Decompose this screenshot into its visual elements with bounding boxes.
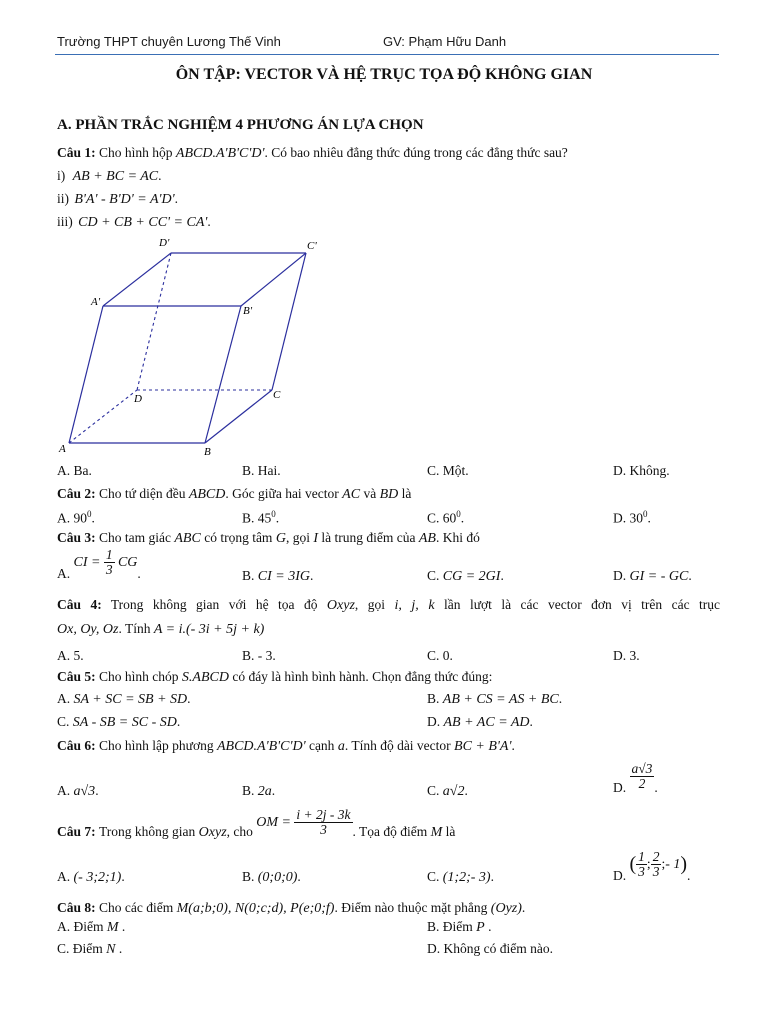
header-school: Trường THPT chuyên Lương Thế Vinh [57,34,281,49]
q8-option-a[interactable]: A. Điểm M . [57,919,126,935]
q3-b-expr: CI = 3IG [257,569,310,584]
section-a-heading: A. PHẦN TRẮC NGHIỆM 4 PHƯƠNG ÁN LỰA CHỌN [57,117,424,133]
q3-d-expr: GI = - GC [629,569,689,584]
q7-d-open-paren: ( [629,853,637,876]
q3-a-rhs: CG [117,554,138,570]
q4-option-a[interactable]: A. 5. [57,648,84,663]
q3-a-fraction [104,548,115,577]
q2-option-d[interactable]: D. $30^0$. [613,509,651,526]
q8-c-text: C. Điểm [57,941,103,956]
q1-iii-expr: CD + CB + CC' = CA' [78,215,208,230]
q7-a-letter: A. [57,869,71,884]
q5-c-expr: SA - SB = SC - SD [72,715,177,730]
q1-option-a[interactable]: A. Ba. [57,463,92,478]
q6-text-3: . Tính độ dài vector [344,738,451,753]
q2-c-letter: C. [427,510,440,526]
q1-option-c[interactable]: C. Một. [427,463,469,478]
label-a: A [59,443,66,455]
q3-option-a[interactable]: A. CI = $\frac{1}{3}$ CG. [57,547,141,581]
q2-text-3: và [363,486,377,501]
q6-option-c[interactable]: C. a√2. [427,783,468,799]
label-d: D [134,393,142,405]
q6-text-1: Cho hình lập phương [99,738,214,753]
q3-stem [57,530,480,547]
q3-option-c[interactable]: C. CG = 2GI. [427,568,504,584]
q1-statement-ii: ii) B'A' - B'D' = A'D'. [57,191,178,207]
q3-text-4: là trung điểm của [321,530,416,545]
q7-fraction [294,808,352,837]
q3-b-letter: B. [242,568,255,583]
q4-text-1: Trong không gian với hệ tọa độ [110,597,318,612]
q7-d-n1: 1 [638,849,645,864]
q7-stem [57,808,455,841]
q6-a-expr: a√3 [73,784,96,799]
q2-a-degree: 0 [87,509,92,519]
q2-option-c[interactable]: C. $60^0$. [427,509,465,526]
q7-d-last: - 1 [665,856,681,872]
q8-option-b[interactable]: B. Điểm P . [427,919,492,935]
q5-c-letter: C. [57,714,70,729]
q8-label: Câu 8: [57,900,96,915]
label-b-prime: B' [243,305,253,317]
edge-c1c [272,253,306,390]
q6-math-2: a [337,739,345,754]
q4-b-letter: B. [242,648,255,663]
q8-text-2: . Điểm nào thuộc mặt phẳng [334,900,488,915]
q2-d-value: 30 [629,510,643,526]
q6-option-d[interactable]: D. $\frac{a√3}{2}$ . [613,761,658,795]
q7-label: Câu 7: [57,823,96,839]
q2-text-4: là [401,486,412,501]
q7-text-4: là [445,823,456,839]
q2-b-letter: B. [242,510,255,526]
q8-math-2: (Oyz) [490,901,522,916]
q6-math-3: BC + B'A' [454,739,512,754]
q2-a-value: 90 [73,510,87,526]
q8-text-1: Cho các điểm [99,900,174,915]
q7-b-letter: B. [242,869,255,884]
q3-a-num: 1 [105,547,113,562]
q3-math-2: G [275,531,286,546]
q3-option-b[interactable]: B. CI = 3IG. [242,568,314,584]
q5-option-a[interactable]: A. SA + SC = SB + SD. [57,691,191,707]
q1-ii-label: ii) [57,191,69,206]
q5-stem [57,669,492,686]
q7-frac-den: 3 [320,822,327,838]
edge-a1a [69,306,103,443]
q7-d-letter: D. [613,867,627,883]
q2-text-2: . Góc giữa hai vector [225,486,339,501]
q3-math-1: ABC [174,531,201,546]
q2-a-letter: A. [57,510,71,526]
q5-b-letter: B. [427,691,440,706]
q2-math-3: BD [379,487,399,502]
q6-a-letter: A. [57,783,71,798]
q2-text-1: Cho tứ diện đều [99,486,186,501]
q7-option-d[interactable]: D. ( $\frac{1}{3}$ ; $\frac{2}{3}$ ;- 1). [613,849,691,883]
q8-c-math: N [106,942,116,957]
q5-option-c[interactable]: C. SA - SB = SC - SD. [57,714,181,730]
q3-math-4: AB [418,531,436,546]
q6-math-1: ABCD.A'B'C'D' [216,739,306,754]
parallelepiped-figure [55,232,335,464]
q6-b-expr: 2a [257,784,272,799]
q4-option-b[interactable]: B. - 3. [242,648,276,663]
q2-d-degree: 0 [643,509,648,519]
q6-d-letter: D. [613,779,627,795]
edge-c1b1 [241,253,306,306]
q1-iii-label: iii) [57,214,73,229]
header-divider [55,54,719,55]
q7-option-b[interactable]: B. (0;0;0). [242,869,301,885]
q5-a-letter: A. [57,691,71,706]
q3-c-letter: C. [427,568,440,583]
q7-d-d2: 3 [652,864,660,880]
q6-c-expr: a√2 [442,784,465,799]
edge-a1d1 [103,253,171,306]
q3-a-lhs: CI = [73,554,101,570]
q2-c-degree: 0 [456,509,461,519]
q5-a-expr: SA + SC = SB + SD [73,692,188,707]
q1-i-expr: AB + BC = AC [72,169,159,184]
q2-b-value: 45 [257,510,272,526]
q5-math-1: S.ABCD [181,670,229,685]
q2-d-letter: D. [613,510,627,526]
label-a-prime: A' [91,296,101,308]
q8-math-1: M(a;b;0), N(0;c;d), P(e;0;f) [176,901,335,916]
q5-d-letter: D. [427,714,441,729]
q5-option-b[interactable]: B. AB + CS = AS + BC. [427,691,563,707]
q3-label: Câu 3: [57,530,96,545]
q7-option-a[interactable]: A. (- 3;2;1). [57,869,125,885]
q7-text-3: . Tọa độ điểm [352,823,428,839]
q6-d-den: 2 [638,776,646,792]
q3-option-d[interactable]: D. GI = - GC. [613,568,692,584]
q3-text-3: , gọi [285,530,310,545]
edge-d1d-hidden [137,253,171,390]
q1-statement-i: i) AB + BC = AC. [57,168,162,184]
page-title: ÔN TẬP: VECTOR VÀ HỆ TRỤC TỌA ĐỘ KHÔNG GIAN [175,66,593,83]
edge-ad-hidden [69,390,137,443]
q4-b-value: - 3 [257,648,273,663]
q3-d-letter: D. [613,568,627,583]
q5-label: Câu 5: [57,669,96,684]
q7-math-3: M [430,824,443,840]
q7-math-1: Oxyz [198,824,227,840]
edge-bc [205,390,272,443]
q4-label: Câu 4: [57,597,102,612]
q8-b-text: B. Điểm [427,919,473,934]
q6-d-fraction [630,762,655,791]
label-c: C [273,389,281,401]
q2-b-degree: 0 [271,509,276,519]
q1-text-2: . Có bao nhiêu đẳng thức đúng trong các đẳng thức sau? [264,145,568,160]
q8-option-d[interactable]: D. Không có điểm nào. [427,941,553,956]
q4-math-2: i, j, k [394,598,435,613]
q7-text-1: Trong không gian [99,823,196,839]
q1-math-1: ABCD.A'B'C'D' [175,146,265,161]
q4-stem-line-1 [57,597,720,614]
q5-option-d[interactable]: D. AB + AC = AD. [427,714,533,730]
q2-math-2: AC [342,487,361,502]
q3-math-3: I [313,531,318,546]
q7-c-expr: (1;2;- 3) [442,870,491,885]
q7-d-frac-2 [651,850,662,879]
q3-text-5: . Khi đó [435,530,480,545]
q4-stem-line-2 [57,621,264,638]
q8-option-c[interactable]: C. Điểm N . [57,941,123,957]
q8-b-math: P [476,920,485,935]
q2-stem [57,486,411,503]
edge-b1b [205,306,241,443]
q7-c-letter: C. [427,869,440,884]
q1-option-d[interactable]: D. Không. [613,463,670,478]
q1-text-1: Cho hình hộp [99,145,173,160]
q3-text-2: có trọng tâm [204,530,273,545]
q4-text-4: . Tính [118,621,151,636]
label-d-prime: D' [159,237,170,249]
q6-option-b[interactable]: B. 2a. [242,783,276,799]
q7-option-c[interactable]: C. (1;2;- 3). [427,869,494,885]
q6-d-num: a√3 [631,761,653,776]
q7-text-2: , cho [226,823,253,839]
q5-b-expr: AB + CS = AS + BC [442,692,559,707]
header-teacher: GV: Phạm Hữu Danh [383,34,507,49]
q4-text-2: , gọi [354,597,385,612]
q7-d-n2: 2 [652,849,660,864]
q4-option-d[interactable]: D. 3. [613,648,640,663]
q7-frac-num: i + 2j - 3k [296,807,351,822]
q8-a-math: M [106,920,119,935]
q1-statement-iii: iii) CD + CB + CC' = CA'. [57,214,211,230]
q6-stem: Câu 6: Cho hình lập phương ABCD.A'B'C'D' cạnh a. Tính độ dài vector BC + B'A'. [57,738,515,754]
q3-a-letter: A. [57,565,71,581]
q6-option-a[interactable]: A. a√3. [57,783,99,799]
q4-math-4: A = i.(- 3i + 5j + k) [153,622,265,637]
q1-i-label: i) [57,168,66,183]
q3-a-den: 3 [105,562,113,578]
q7-d-frac-1 [636,850,647,879]
q7-d-d1: 3 [638,864,645,880]
q6-text-2: cạnh [308,738,335,753]
label-c-prime: C' [307,240,317,252]
label-b: B [204,446,211,458]
q1-option-b[interactable]: B. Hai. [242,463,281,478]
q2-option-a[interactable]: A. $90^0$. [57,509,95,526]
q7-math-2: OM = [256,814,292,830]
q7-b-expr: (0;0;0) [257,870,298,885]
q4-text-3: lần lượt là các vector đơn vị trên các trục [444,597,721,612]
q5-text-1: Cho hình chóp [99,669,179,684]
q4-option-c[interactable]: C. 0. [427,648,453,663]
q6-b-letter: B. [242,783,255,798]
q3-text-1: Cho tam giác [99,530,171,545]
q1-label: Câu 1: [57,145,96,160]
q1-ii-expr: B'A' - B'D' = A'D' [74,192,175,207]
q2-math-1: ABCD [188,487,226,502]
q7-a-expr: (- 3;2;1) [73,870,122,885]
q4-math-1: Oxyz [326,598,355,613]
q8-a-text: A. Điểm [57,919,104,934]
q5-text-2: có đáy là hình bình hành. Chọn đẳng thức đúng: [232,669,493,684]
q7-d-close-paren: ) [680,853,688,876]
q8-stem: Câu 8: Cho các điểm M(a;b;0), N(0;c;d), P(e;0;f). Điểm nào thuộc mặt phẳng (Oyz). [57,900,526,916]
q2-c-value: 60 [442,510,457,526]
q2-option-b[interactable]: B. $45^0$. [242,509,280,526]
q4-math-3: Ox, Oy, Oz [57,622,119,637]
q5-d-expr: AB + AC = AD [443,715,530,730]
q2-label: Câu 2: [57,486,96,501]
q6-c-letter: C. [427,783,440,798]
q1-stem [57,145,568,162]
q6-label: Câu 6: [57,738,96,753]
q3-c-expr: CG = 2GI [442,569,501,584]
